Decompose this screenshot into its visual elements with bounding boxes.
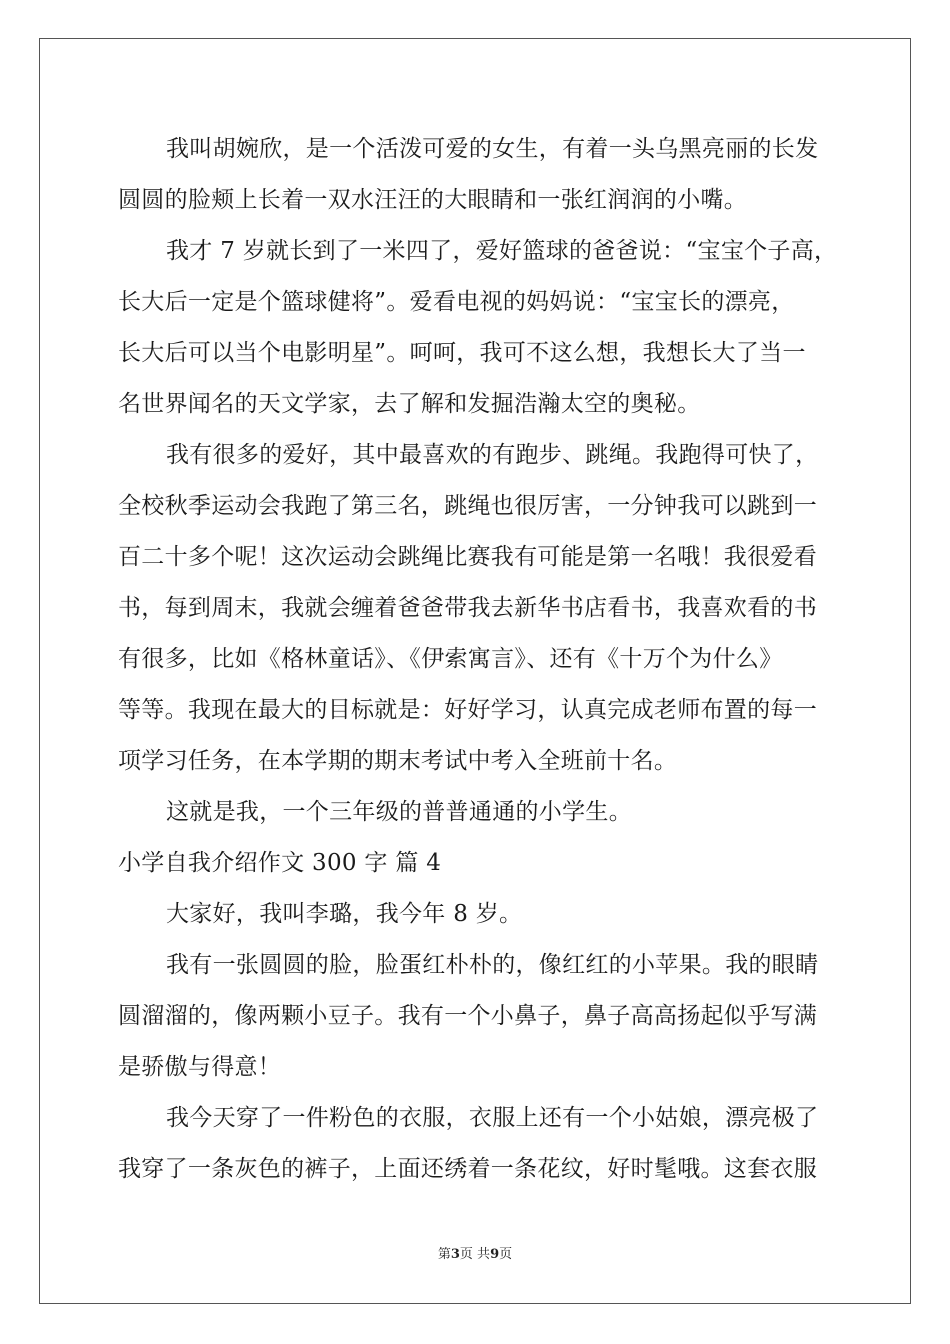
- text-line: 这就是我，一个三年级的普普通通的小学生。: [166, 799, 632, 825]
- text-line: 我叫胡婉欣，是一个活泼可爱的女生，有着一头乌黑亮丽的长发: [166, 136, 819, 162]
- text-line: 我今天穿了一件粉色的衣服，衣服上还有一个小姑娘，漂亮极了: [166, 1105, 819, 1131]
- text-line: 书，每到周末，我就会缠着爸爸带我去新华书店看书，我喜欢看的书: [118, 595, 817, 621]
- text-line: 我才 7 岁就长到了一米四了，爱好篮球的爸爸说：“宝宝个子高，: [166, 238, 838, 264]
- text-line: 圆溜溜的，像两颗小豆子。我有一个小鼻子，鼻子高高扬起似乎写满: [118, 1003, 817, 1029]
- page-footer: [0, 1246, 950, 1264]
- text-line: 有很多，比如《格林童话》、《伊索寓言》、还有《十万个为什么》: [118, 646, 783, 672]
- text-line: 圆圆的脸颊上长着一双水汪汪的大眼睛和一张红润润的小嘴。: [118, 187, 748, 213]
- text-line: 长大后一定是个篮球健将”。爱看电视的妈妈说：“宝宝长的漂亮，: [118, 289, 795, 315]
- footer-total-pages: 9: [490, 1247, 500, 1262]
- text-line: 大家好，我叫李璐，我今年 8 岁。: [166, 901, 523, 927]
- text-line: 项学习任务，在本学期的期末考试中考入全班前十名。: [118, 748, 678, 774]
- text-line: 我有一张圆圆的脸，脸蛋红朴朴的，像红红的小苹果。我的眼睛: [166, 952, 819, 978]
- text-line: 是骄傲与得意！: [118, 1054, 282, 1080]
- text-line: 小学自我介绍作文 300 字 篇 4: [118, 850, 442, 876]
- text-line: 等等。我现在最大的目标就是：好好学习，认真完成老师布置的每一: [118, 697, 817, 723]
- text-line: 我有很多的爱好，其中最喜欢的有跑步、跳绳。我跑得可快了，: [166, 442, 819, 468]
- document-body: [118, 130, 838, 1201]
- text-line: 长大后可以当个电影明星”。呵呵，我可不这么想，我想长大了当一: [118, 340, 806, 366]
- text-line: 名世界闻名的天文学家，去了解和发掘浩瀚太空的奥秘。: [118, 391, 701, 417]
- footer-mid: 页 共: [459, 1247, 491, 1262]
- text-line: 全校秋季运动会我跑了第三名，跳绳也很厉害，一分钟我可以跳到一: [118, 493, 817, 519]
- footer-suffix: 页: [499, 1247, 513, 1262]
- text-line: 百二十多个呢！这次运动会跳绳比赛我有可能是第一名哦！我很爱看: [118, 544, 817, 570]
- footer-prefix: 第: [437, 1247, 451, 1262]
- footer-current-page: 3: [450, 1247, 460, 1262]
- text-line: 我穿了一条灰色的裤子，上面还绣着一条花纹，好时髦哦。这套衣服: [118, 1156, 817, 1182]
